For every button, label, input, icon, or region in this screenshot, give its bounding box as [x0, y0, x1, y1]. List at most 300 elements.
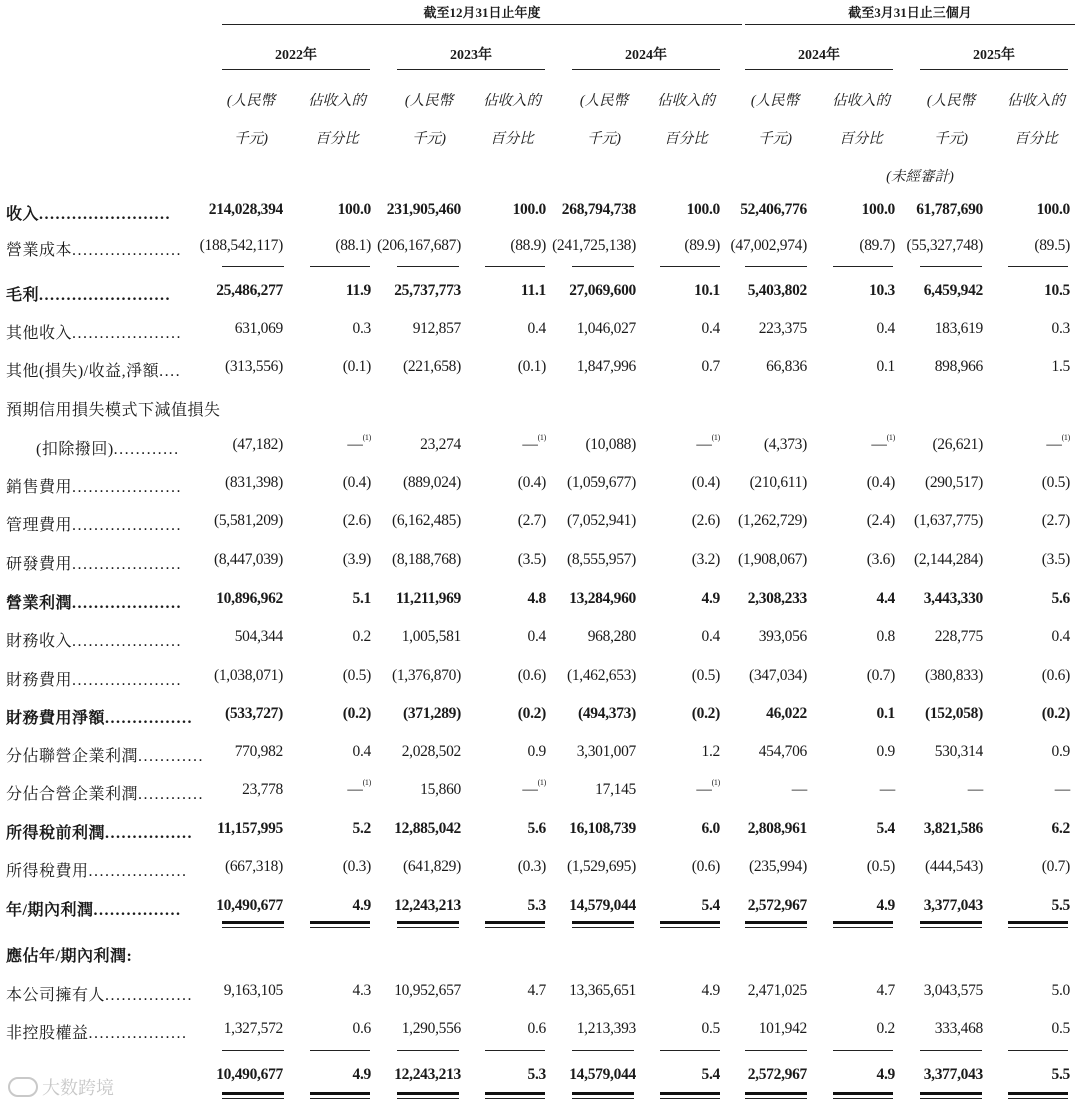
table-cell — [813, 820, 983, 838]
col-pct-line1: 百分比 — [1014, 131, 1058, 147]
table-cell — [291, 743, 461, 761]
leader-dots: ................ — [105, 987, 194, 1004]
cell-value: 454,706 — [758, 743, 807, 760]
cell-value: — — [347, 781, 363, 798]
cell-value: (1,462,653) — [566, 667, 636, 684]
subtotal-rule-1-1 — [485, 266, 545, 267]
cell-value: 4.9 — [876, 1066, 895, 1083]
total-rule-2-dbl-2-1 — [660, 1098, 720, 1099]
cell-value: (3.2) — [691, 551, 720, 568]
table-cell — [291, 820, 461, 838]
cell-value: (0.2) — [517, 705, 546, 722]
footnote-mark: (1) — [1061, 433, 1070, 442]
col-rmb-line0: (人民幣 — [579, 93, 629, 109]
cell-value: 12,243,213 — [394, 1066, 461, 1083]
table-cell — [637, 982, 807, 1000]
cell-value: 898,966 — [934, 358, 983, 375]
subtotal-rule-1-0 — [397, 266, 459, 267]
cell-value: (2.6) — [691, 512, 720, 529]
table-cell — [291, 474, 461, 492]
table-cell — [466, 436, 636, 454]
table-cell — [990, 1066, 1070, 1084]
cell-value: (0.4) — [517, 474, 546, 491]
cell-value: 2,471,025 — [747, 982, 807, 999]
cell-value: (241,725,138) — [552, 237, 636, 254]
col-rmb-line0: (人民幣 — [750, 93, 800, 109]
table-cell — [113, 858, 283, 876]
total-rule-0-0 — [222, 921, 284, 924]
table-cell — [466, 897, 636, 915]
table-cell — [291, 858, 461, 876]
cell-value: 3,377,043 — [923, 897, 983, 914]
total-rule-2-3-1 — [833, 1092, 893, 1095]
cell-value: (221,658) — [403, 358, 461, 375]
subtotal-rule-2-3-0 — [745, 1050, 807, 1051]
cell-value: 333,468 — [934, 1020, 983, 1037]
year-header-0: 2022年 — [275, 48, 317, 63]
table-cell — [637, 820, 807, 838]
row-label-text: 非控股權益 — [6, 1025, 89, 1042]
subtotal-rule-2-0-1 — [310, 1050, 370, 1051]
row-label-text: 財務費用 — [6, 672, 73, 689]
leader-dots: .................... — [72, 556, 183, 573]
cell-value: 12,243,213 — [394, 897, 461, 914]
cell-value: 4.7 — [876, 982, 895, 999]
cell-value: (3.5) — [1041, 551, 1070, 568]
cell-value: 4.9 — [876, 897, 895, 914]
year-rule-4 — [920, 69, 1068, 70]
col-rmb-line1: 千元) — [412, 131, 446, 147]
table-cell — [466, 858, 636, 876]
cell-value: (0.7) — [866, 667, 895, 684]
cell-value: (290,517) — [925, 474, 983, 491]
table-cell — [637, 897, 807, 915]
cell-value: (831,398) — [225, 474, 283, 491]
total-rule-2-0 — [572, 921, 634, 924]
cell-value: (8,188,768) — [391, 551, 461, 568]
total-rule-dbl-2-1 — [660, 927, 720, 928]
cell-value: 10,952,657 — [394, 982, 461, 999]
footnote-mark: (1) — [362, 433, 371, 442]
total-rule-dbl-1-1 — [485, 927, 545, 928]
footnote-mark: (1) — [362, 778, 371, 787]
cell-value: 11,157,995 — [217, 820, 283, 837]
table-cell — [813, 512, 983, 530]
row-label-text: 其他收入 — [6, 325, 73, 342]
row-label-text: 年/期內利潤 — [6, 902, 94, 919]
cell-value: (0.6) — [517, 667, 546, 684]
cell-value: (1,262,729) — [737, 512, 807, 529]
table-cell — [466, 820, 636, 838]
total-rule-2-4-0 — [920, 1092, 982, 1095]
subtotal-rule-0-0 — [222, 266, 284, 267]
table-cell — [466, 705, 636, 723]
row-label-text: 應佔年/期內利潤: — [6, 948, 133, 965]
table-cell — [990, 820, 1070, 838]
total-rule-2-dbl-4-0 — [920, 1098, 982, 1099]
cell-value: 5.3 — [527, 1066, 546, 1083]
total-rule-2-dbl-3-1 — [833, 1098, 893, 1099]
cell-value: (210,611) — [749, 474, 807, 491]
cell-value: (1,529,695) — [566, 858, 636, 875]
cell-value: (0.2) — [691, 705, 720, 722]
cell-value: 228,775 — [934, 628, 983, 645]
footnote-mark: (1) — [537, 778, 546, 787]
leader-dots: ................ — [105, 710, 194, 727]
cell-value: (0.4) — [691, 474, 720, 491]
col-pct-line0: 佔收入的 — [657, 93, 715, 109]
cell-value: 14,579,044 — [569, 1066, 636, 1083]
table-cell — [990, 358, 1070, 376]
total-rule-dbl-4-0 — [920, 927, 982, 928]
cell-value: — — [696, 781, 712, 798]
total-rule-1-0 — [397, 921, 459, 924]
cell-value: — — [1046, 436, 1062, 453]
cell-value: 5.4 — [701, 1066, 720, 1083]
cell-value: 0.3 — [352, 320, 371, 337]
total-rule-2-4-1 — [1008, 1092, 1068, 1095]
subtotal-rule-2-2-0 — [572, 1050, 634, 1051]
total-rule-2-1 — [660, 921, 720, 924]
total-rule-1-1 — [485, 921, 545, 924]
cell-value: (3.5) — [517, 551, 546, 568]
col-pct-line0: 佔收入的 — [483, 93, 541, 109]
table-cell — [113, 436, 283, 454]
row-label-text: 分佔聯營企業利潤 — [6, 748, 139, 765]
table-cell — [291, 237, 461, 255]
table-cell — [637, 858, 807, 876]
footnote-mark: (1) — [886, 433, 895, 442]
cell-value: 25,737,773 — [394, 282, 461, 299]
cell-value: 0.6 — [527, 1020, 546, 1037]
col-pct-line1: 百分比 — [839, 131, 883, 147]
table-cell — [813, 982, 983, 1000]
row-label-text: 分佔合營企業利潤 — [6, 786, 139, 803]
table-cell — [466, 237, 636, 255]
total-rule-2-dbl-3-0 — [745, 1098, 807, 1099]
cell-value: 3,301,007 — [576, 743, 636, 760]
cell-value: (0.2) — [1041, 705, 1070, 722]
row-label-text: 財務費用淨額 — [6, 710, 106, 727]
leader-dots: .................... — [72, 517, 183, 534]
cell-value: (494,373) — [578, 705, 636, 722]
cell-value: 100.0 — [686, 201, 720, 218]
total-rule-2-dbl-4-1 — [1008, 1098, 1068, 1099]
table-cell — [291, 897, 461, 915]
cell-value: (47,002,974) — [730, 237, 807, 254]
cell-value: 25,486,277 — [216, 282, 283, 299]
table-cell — [466, 358, 636, 376]
cell-value: 5.3 — [527, 897, 546, 914]
cell-value: 4.9 — [352, 897, 371, 914]
cell-value: 6.0 — [701, 820, 720, 837]
cell-value: 6,459,942 — [923, 282, 983, 299]
cell-value: — — [1054, 781, 1070, 798]
header-quarter: 截至3月31日止三個月 — [848, 5, 972, 20]
table-cell — [466, 512, 636, 530]
cell-value: 2,572,967 — [747, 897, 807, 914]
cell-value: (1,908,067) — [737, 551, 807, 568]
table-cell — [813, 358, 983, 376]
leader-dots: .................... — [72, 633, 183, 650]
cell-value: 530,314 — [934, 743, 983, 760]
table-cell — [813, 743, 983, 761]
year-rule-2 — [572, 69, 720, 70]
table-cell — [291, 436, 461, 454]
cell-value: 14,579,044 — [569, 897, 636, 914]
cell-value: 1.5 — [1051, 358, 1070, 375]
cell-value: 15,860 — [420, 781, 461, 798]
total-rule-2-dbl-2-0 — [572, 1098, 634, 1099]
cell-value: 5.5 — [1051, 1066, 1070, 1083]
table-cell — [990, 628, 1070, 646]
subtotal-rule-2-4-1 — [1008, 1050, 1068, 1051]
cell-value: (0.4) — [866, 474, 895, 491]
cell-value: (3.9) — [342, 551, 371, 568]
table-cell — [637, 705, 807, 723]
table-cell — [113, 705, 283, 723]
cell-value: 5.2 — [352, 820, 371, 837]
cell-value: (0.4) — [342, 474, 371, 491]
cell-value: 10,490,677 — [216, 897, 283, 914]
table-cell — [113, 743, 283, 761]
table-cell — [813, 282, 983, 300]
col-pct-line0: 佔收入的 — [1007, 93, 1065, 109]
cell-value: — — [879, 781, 895, 798]
leader-dots: .................. — [88, 1025, 188, 1042]
table-cell — [637, 551, 807, 569]
cell-value: 0.4 — [1051, 628, 1070, 645]
table-cell — [291, 982, 461, 1000]
leader-dots: .................... — [72, 672, 183, 689]
cell-value: 4.3 — [352, 982, 371, 999]
subtotal-rule-2-1-0 — [397, 1050, 459, 1051]
table-cell — [637, 667, 807, 685]
leader-dots: ............ — [138, 748, 205, 765]
cell-value: (641,829) — [403, 858, 461, 875]
total-rule-2-dbl-0-0 — [222, 1098, 284, 1099]
table-cell — [813, 1066, 983, 1084]
table-cell — [813, 320, 983, 338]
total-rule-dbl-0-1 — [310, 927, 370, 928]
total-rule-4-1 — [1008, 921, 1068, 924]
cell-value: 2,572,967 — [747, 1066, 807, 1083]
col-rmb-line1: 千元) — [758, 131, 792, 147]
cell-value: 100.0 — [512, 201, 546, 218]
cell-value: (2.7) — [517, 512, 546, 529]
cell-value: 5,403,802 — [747, 282, 807, 299]
subtotal-rule-2-1-1 — [485, 1050, 545, 1051]
row-label-text: (扣除撥回) — [36, 441, 114, 458]
table-cell — [990, 667, 1070, 685]
cell-value: 10.5 — [1044, 282, 1070, 299]
cell-value: 5.0 — [1051, 982, 1070, 999]
cell-value: 968,280 — [587, 628, 636, 645]
cell-value: (0.2) — [342, 705, 371, 722]
cell-value: (533,727) — [225, 705, 283, 722]
col-pct-line0: 佔收入的 — [308, 93, 366, 109]
cell-value: (0.7) — [1041, 858, 1070, 875]
table-cell — [813, 897, 983, 915]
header-annual-rule — [222, 24, 742, 25]
total-rule-2-dbl-1-0 — [397, 1098, 459, 1099]
table-cell — [637, 201, 807, 219]
total-rule-dbl-2-0 — [572, 927, 634, 928]
cell-value: (0.5) — [866, 858, 895, 875]
cell-value: (0.5) — [342, 667, 371, 684]
cell-value: 1,290,556 — [401, 1020, 461, 1037]
table-cell — [990, 433, 1070, 454]
cell-value: (89.9) — [684, 237, 720, 254]
col-pct-line0: 佔收入的 — [832, 93, 890, 109]
year-rule-0 — [222, 69, 370, 70]
table-cell — [637, 282, 807, 300]
table-cell — [113, 667, 283, 685]
total-rule-dbl-1-0 — [397, 927, 459, 928]
table-cell — [637, 474, 807, 492]
cell-value: (89.7) — [859, 237, 895, 254]
cell-value: 0.4 — [876, 320, 895, 337]
col-pct-line1: 百分比 — [315, 131, 359, 147]
cell-value: 0.9 — [527, 743, 546, 760]
cell-value: — — [522, 436, 538, 453]
table-cell — [813, 628, 983, 646]
cell-value: (55,327,748) — [906, 237, 983, 254]
table-cell — [113, 201, 283, 219]
year-header-1: 2023年 — [450, 48, 492, 63]
leader-dots: .................. — [88, 863, 188, 880]
cell-value: — — [347, 436, 363, 453]
year-rule-1 — [397, 69, 545, 70]
cell-value: 4.7 — [527, 982, 546, 999]
cell-value: (1,376,870) — [391, 667, 461, 684]
total-rule-dbl-4-1 — [1008, 927, 1068, 928]
table-cell — [291, 201, 461, 219]
table-cell — [291, 628, 461, 646]
cell-value: (6,162,485) — [391, 512, 461, 529]
cell-value: 10.1 — [694, 282, 720, 299]
cell-value: 3,377,043 — [923, 1066, 983, 1083]
cell-value: 4.9 — [352, 1066, 371, 1083]
leader-dots: ........................ — [39, 206, 172, 223]
col-pct-line1: 百分比 — [664, 131, 708, 147]
cell-value: 100.0 — [337, 201, 371, 218]
cell-value: 0.4 — [701, 320, 720, 337]
table-cell — [466, 628, 636, 646]
cell-value: (188,542,117) — [199, 237, 283, 254]
cell-value: (4,373) — [763, 436, 807, 453]
cell-value: 16,108,739 — [569, 820, 636, 837]
table-cell — [990, 1020, 1070, 1038]
cell-value: 0.4 — [701, 628, 720, 645]
table-cell — [291, 667, 461, 685]
cell-value: (1,637,775) — [913, 512, 983, 529]
col-rmb-line1: 千元) — [587, 131, 621, 147]
cell-value: 5.4 — [876, 820, 895, 837]
row-label-text: 本公司擁有人 — [6, 987, 106, 1004]
year-header-4: 2025年 — [973, 48, 1015, 63]
table-cell — [637, 1066, 807, 1084]
subtotal-rule-2-2-1 — [660, 1050, 720, 1051]
cell-value: (889,024) — [403, 474, 461, 491]
cell-value: (26,621) — [932, 436, 983, 453]
leader-dots: ............ — [138, 786, 205, 803]
table-cell — [466, 743, 636, 761]
row-label-text: 所得稅費用 — [6, 863, 89, 880]
total-rule-2-3-0 — [745, 1092, 807, 1095]
col-rmb-line0: (人民幣 — [926, 93, 976, 109]
table-cell — [291, 781, 461, 799]
cell-value: 1,046,027 — [576, 320, 636, 337]
total-rule-2-dbl-1-1 — [485, 1098, 545, 1099]
cell-value: (3.6) — [866, 551, 895, 568]
cell-value: 393,056 — [758, 628, 807, 645]
col-rmb-line0: (人民幣 — [404, 93, 454, 109]
cell-value: 0.8 — [876, 628, 895, 645]
cell-value: 5.6 — [527, 820, 546, 837]
cell-value: 2,028,502 — [401, 743, 461, 760]
table-cell — [113, 237, 283, 255]
cell-value: 12,885,042 — [394, 820, 461, 837]
cell-value: 0.1 — [876, 705, 895, 722]
table-cell — [990, 551, 1070, 569]
cell-value: (347,034) — [749, 667, 807, 684]
cell-value: 9,163,105 — [223, 982, 283, 999]
cell-value: 1,213,393 — [576, 1020, 636, 1037]
table-cell — [113, 1066, 283, 1084]
row-label — [6, 943, 132, 966]
cell-value: (444,543) — [925, 858, 983, 875]
table-cell — [637, 590, 807, 608]
cell-value: 101,942 — [758, 1020, 807, 1037]
table-cell — [637, 628, 807, 646]
watermark-text: 大数跨境 — [42, 1078, 114, 1099]
table-cell — [113, 628, 283, 646]
cell-value: (152,058) — [925, 705, 983, 722]
cell-value: 0.9 — [876, 743, 895, 760]
subtotal-rule-2-0 — [572, 266, 634, 267]
table-cell — [637, 1020, 807, 1038]
cell-value: 1,327,572 — [223, 1020, 283, 1037]
cell-value: 1,005,581 — [401, 628, 461, 645]
total-rule-2-2-0 — [572, 1092, 634, 1095]
table-cell — [990, 474, 1070, 492]
year-header-3: 2024年 — [798, 48, 840, 63]
cell-value: — — [791, 781, 807, 798]
row-label — [6, 397, 221, 420]
table-cell — [990, 897, 1070, 915]
table-cell — [291, 1066, 461, 1084]
col-rmb-line1: 千元) — [934, 131, 968, 147]
cell-value: 3,443,330 — [923, 590, 983, 607]
table-cell — [813, 474, 983, 492]
table-cell — [990, 781, 1070, 799]
table-cell — [813, 551, 983, 569]
table-cell — [291, 358, 461, 376]
table-cell — [113, 282, 283, 300]
total-rule-dbl-3-1 — [833, 927, 893, 928]
cell-value: (667,318) — [225, 858, 283, 875]
cell-value: 504,344 — [234, 628, 283, 645]
table-cell — [637, 743, 807, 761]
cell-value: 13,284,960 — [569, 590, 636, 607]
table-cell — [813, 781, 983, 799]
footnote-mark: (1) — [537, 433, 546, 442]
table-cell — [113, 590, 283, 608]
cell-value: 23,274 — [420, 436, 461, 453]
cell-value: 11.1 — [520, 282, 546, 299]
table-cell — [113, 358, 283, 376]
